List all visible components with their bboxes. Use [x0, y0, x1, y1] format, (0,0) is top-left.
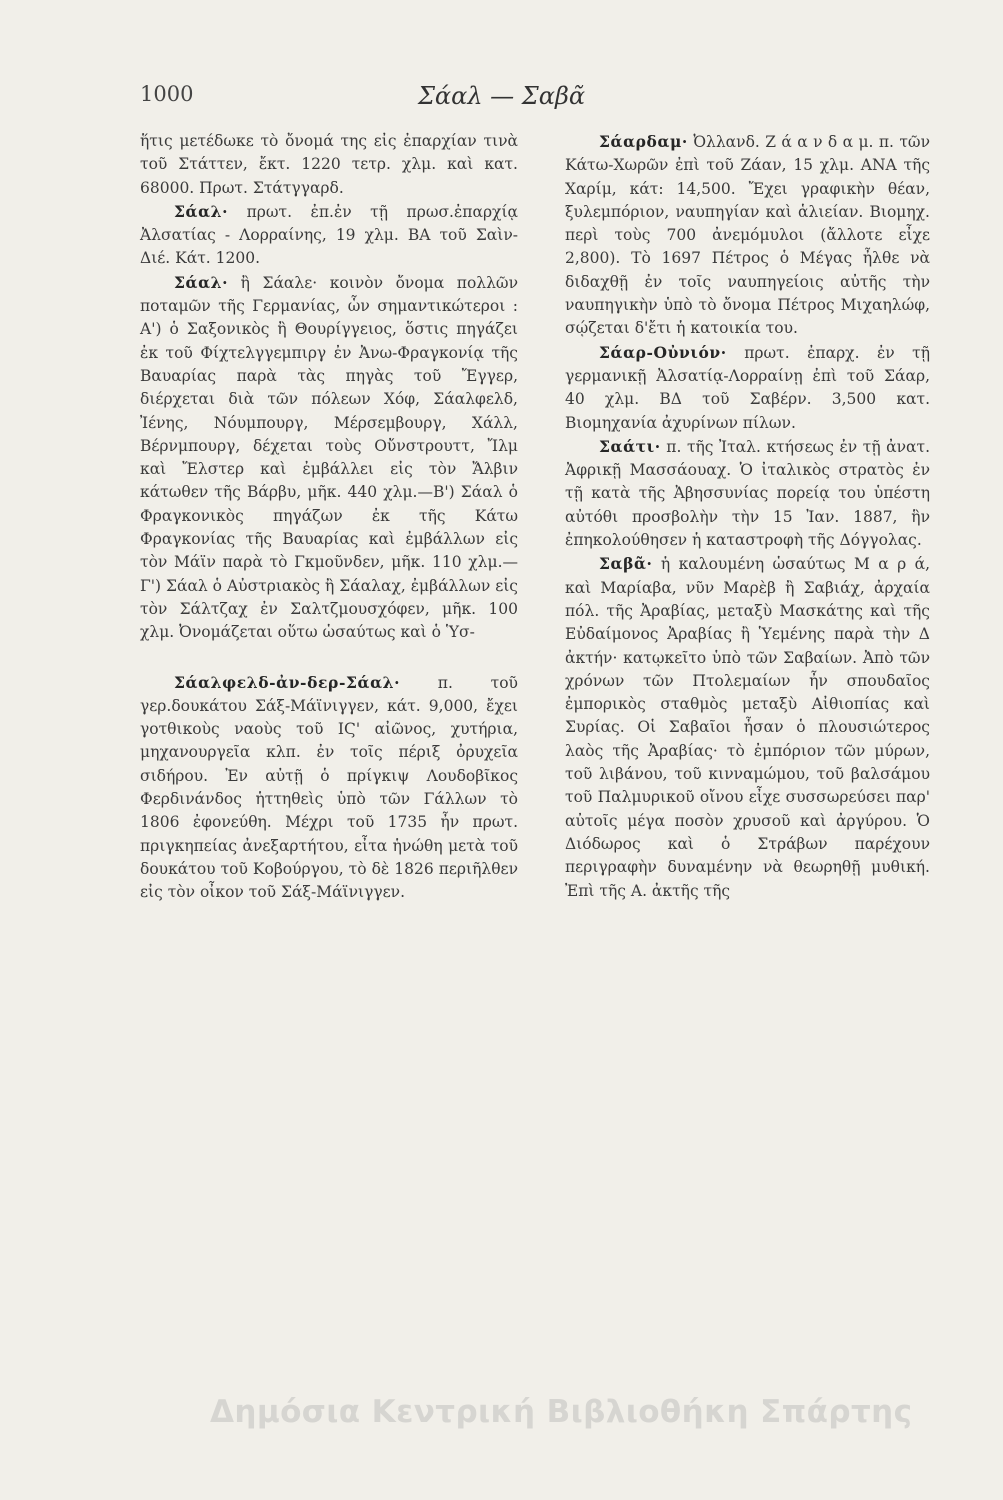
entry-text: Ὀλλανδ. Ζ ά α ν δ α μ. π. τῶν Κάτω-Χωρῶν ἐπὶ τοῦ Ζάαν, 15 χλμ. ΑΝΑ τῆς Χαρίμ, κάτ: 14,500. Ἔχει γραφικὴν θέαν, ξυλεμπόριον, ναυπηγίαν καὶ ἁλιείαν. Βιομηχ. περὶ τοὺς 700 ἀνεμόμυλοι (ἄλλοτε εἶχε 2,800). Τὸ 1697 Πέτρος ὁ Μέγας ἦλθε νὰ διδαχθῇ ἐν τοῖς ναυπηγείοις αὐτῆς τὴν ναυπηγικὴν ὑπὸ τὸ ὄνομα Πέτρος Μιχαηλώφ, σῴζεται δ'ἔτι ἡ κατοικία του.	[565, 133, 930, 338]
entry-saba	[565, 552, 930, 902]
entry-saar-union	[565, 341, 930, 435]
entry-term: Σάαρδαμ·	[599, 132, 688, 151]
running-head: Σάαλ — Σαβᾶ	[417, 82, 586, 110]
entry-saalfeld	[140, 671, 518, 905]
entry-term: Σάαλ·	[174, 272, 229, 292]
entry-term: Σαάτι·	[599, 436, 661, 456]
entry-text: ἥτις μετέδωκε τὸ ὄνομά της εἰς ἐπαρχίαν τινὰ τοῦ Στάττεν, ἔκτ. 1220 τετρ. χλμ. καὶ κατ. 68000. Πρωτ. Στάτγγαρδ.	[140, 132, 518, 197]
entry-text: ἢ Σάαλε· κοινὸν ὄνομα πολλῶν ποταμῶν τῆς Γερμανίας, ὧν σημαντικώτεροι : Α') ὁ Σαξονικὸς ἢ Θουρίγγειος, ὅστις πηγάζει ἐκ τοῦ Φίχτελγγεμπιργ ἐν Ἀνω-Φραγκονίᾳ τῆς Βαυαρίας παρὰ τὰς πηγὰς τοῦ Ἔγγερ, διέρχεται διὰ τῶν πόλεων Χόφ, Σάαλφελδ, Ἰένης, Νόυμπουργ, Μέρσεμβουργ, Χάλλ, Βέρνμπουργ, δέχεται τοὺς Οὔνστρουττ, Ἴλμ καὶ Ἔλστερ καὶ ἐμβάλλει εἰς τὸν Ἄλβιν κάτωθεν τῆς Βάρβυ, μῆκ. 440 χλμ.—Β') Σάαλ ὁ Φραγκονικὸς πηγάζων ἐκ τῆς Κάτω Φραγκονίας τῆς Βαυαρίας καὶ ἐμβάλλων εἰς τὸν Μάϊν παρὰ τὸ Γκμοῦνδεν, μῆκ. 110 χλμ.—Γ') Σάαλ ὁ Αὐστριακὸς ἢ Σάαλαχ, ἐμβάλλων εἰς τὸν Σάλτζαχ ἐν Σαλτζμουσχόφεν, μῆκ. 100 χλμ. Ὀνομάζεται οὕτω ὡσαύτως καὶ ὁ Ὑσ-	[140, 273, 518, 642]
entry-term: Σάαλ·	[174, 201, 229, 221]
entry-term: Σαβᾶ·	[599, 554, 653, 574]
entry-text: πρωτ. ἐπαρχ. ἐν τῇ γερμανικῇ Ἀλσατίᾳ-Λορραίνῃ ἐπὶ τοῦ Σάαρ, 40 χλμ. ΒΔ τοῦ Σαβέρν. 3,500 κατ. Βιομηχανία ἀχυρίνων πίλων.	[565, 343, 930, 432]
left-column	[140, 130, 518, 905]
entry-continuation	[140, 130, 518, 200]
entry-term: Σάαλφελδ-ἀν-δερ-Σάαλ·	[174, 672, 401, 692]
entry-saal-2	[140, 271, 518, 645]
entry-saal-1	[140, 200, 518, 271]
library-watermark: Δημόσια Κεντρική Βιβλιοθήκη Σπάρτης	[210, 1394, 913, 1430]
entry-text: πρωτ. ἐπ.ἐν τῇ πρωσ.ἐπαρχίᾳ Ἀλσατίας - Λορραίνης, 19 χλμ. ΒΑ τοῦ Σαὶν-Διέ. Κάτ. 1200.	[140, 202, 518, 268]
entry-text: π. τῆς Ἰταλ. κτήσεως ἐν τῇ ἀνατ. Ἀφρικῇ Μασσάουαχ. Ὁ ἰταλικὸς στρατὸς ἐν τῇ κατὰ τῆς Ἀβησσυνίας πορείᾳ του ὑπέστη αὐτόθι προσβολὴν τὴν 15 Ἰαν. 1887, ἣν ἐπηκολούθησεν ἡ καταστροφὴ τῆς Δόγγολας.	[565, 437, 930, 550]
entry-saardam	[565, 130, 930, 341]
page-number: 1000	[140, 82, 194, 106]
entry-text: π. τοῦ γερ.δουκάτου Σάξ-Μάϊνιγγεν, κάτ. 9,000, ἔχει γοτθικοὺς ναοὺς τοῦ ΙϚ' αἰῶνος, χυτήρια, μηχανουργεῖα κλπ. ἐν τοῖς πέριξ ὀρυχεῖα σιδήρου. Ἐν αὐτῇ ὁ πρίγκιψ Λουδοβῖκος Φερδινάνδος ἡττηθεὶς ὑπὸ τῶν Γάλλων τὸ 1806 ἐφονεύθη. Μέχρι τοῦ 1735 ἦν πρωτ. πριγκηπείας ἀνεξαρτήτου, εἶτα ἡνώθη μετὰ τοῦ δουκάτου τοῦ Κοβούργου, τὸ δὲ 1826 περιῆλθεν εἰς τὸν οἶκον τοῦ Σάξ-Μάϊνιγγεν.	[140, 673, 518, 902]
entry-saati	[565, 435, 930, 552]
right-column	[565, 130, 930, 903]
entry-term: Σάαρ-Οὐνιόν·	[599, 342, 727, 362]
entry-gap	[140, 645, 518, 671]
page-header	[140, 82, 863, 116]
entry-text: ἡ καλουμένη ὡσαύτως Μ α ρ ά, καὶ Μαρίαβα, νῦν Μαρὲβ ἢ Σαβιάχ, ἀρχαία πόλ. τῆς Ἀραβίας, μεταξὺ Μασκάτης καὶ τῆς Εὐδαίμονος Ἀραβίας ἢ Ὑεμένης παρὰ τὴν Δ ἀκτήν· κατῳκεῖτο ὑπὸ τῶν Σαβαίων. Ἀπὸ τῶν χρόνων τῶν Πτολεμαίων ἦν σπουδαῖος ἐμπορικὸς σταθμὸς μεταξὺ Αἰθιοπίας καὶ Συρίας. Οἱ Σαβαῖοι ἦσαν ὁ πλουσιώτερος λαὸς τῆς Ἀραβίας· τὸ ἐμπόριον τῶν μύρων, τοῦ λιβάνου, τοῦ κινναμώμου, τοῦ βαλσάμου τοῦ Παλμυρικοῦ οἴνου εἶχε συσσωρεύσει παρ' αὐτοῖς μέγα ποσὸν χρυσοῦ καὶ ἀργύρου. Ὁ Διόδωρος καὶ ὁ Στράβων παρέχουν περιγραφὴν δυναμένην νὰ θεωρηθῇ μυθική. Ἐπὶ τῆς Α. ἀκτῆς τῆς	[565, 555, 930, 900]
